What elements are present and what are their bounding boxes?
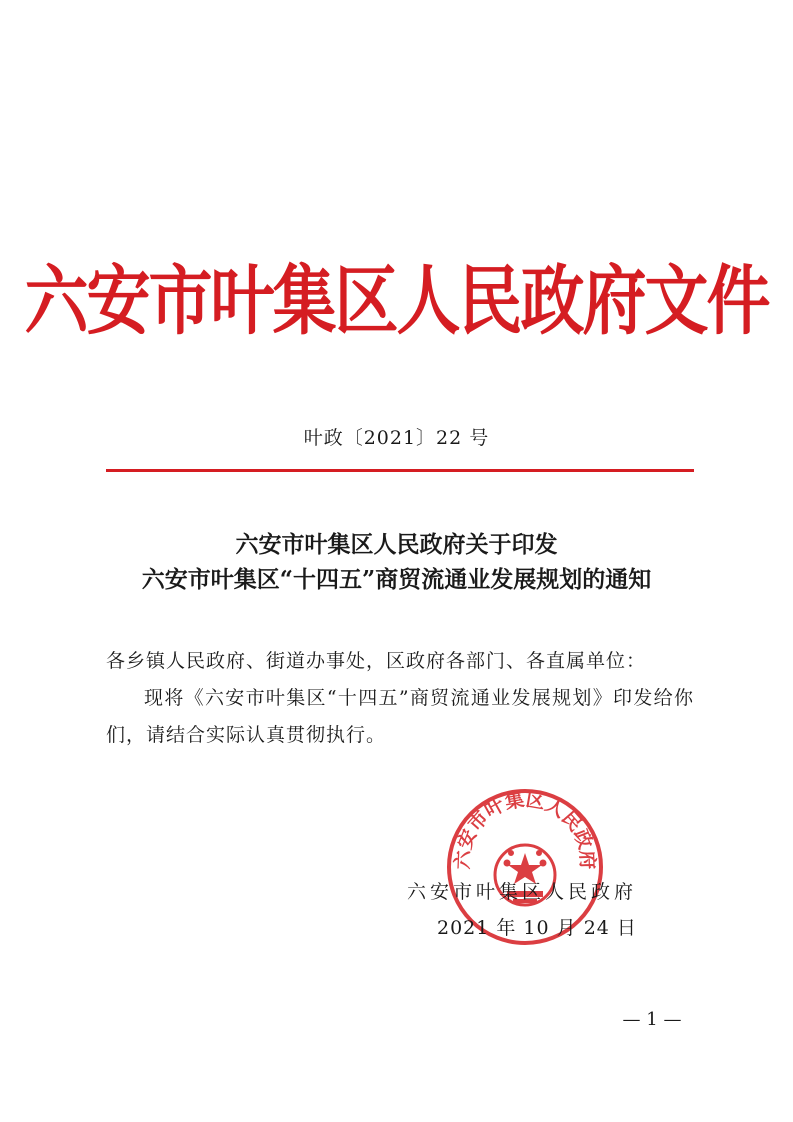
- notice-body: [106, 643, 694, 754]
- notice-title-line-1: 六安市叶集区人民政府关于印发: [235, 531, 558, 558]
- body-paragraph: 现将《六安市叶集区“十四五”商贸流通业发展规划》印发给你们，请结合实际认真贯彻执行。: [106, 687, 694, 746]
- notice-title: [0, 527, 793, 597]
- document-masthead: 六安市叶集区人民政府文件: [24, 258, 769, 346]
- red-divider-rule: [106, 469, 694, 472]
- notice-title-line-2: 六安市叶集区“十四五”商贸流通业发展规划的通知: [141, 566, 652, 593]
- salutation: 各乡镇人民政府、街道办事处，区政府各部门、各直属单位：: [106, 650, 647, 672]
- document-number: 叶政〔2021〕22 号: [303, 427, 490, 449]
- seal-ring-text: 六安市叶集区人民政府: [451, 788, 599, 870]
- page-number: — 1 —: [622, 1009, 682, 1030]
- issue-date: 2021 年 10 月 24 日: [437, 917, 637, 939]
- issuer-name: 六安市叶集区人民政府: [407, 881, 638, 903]
- signature-block: [407, 874, 667, 946]
